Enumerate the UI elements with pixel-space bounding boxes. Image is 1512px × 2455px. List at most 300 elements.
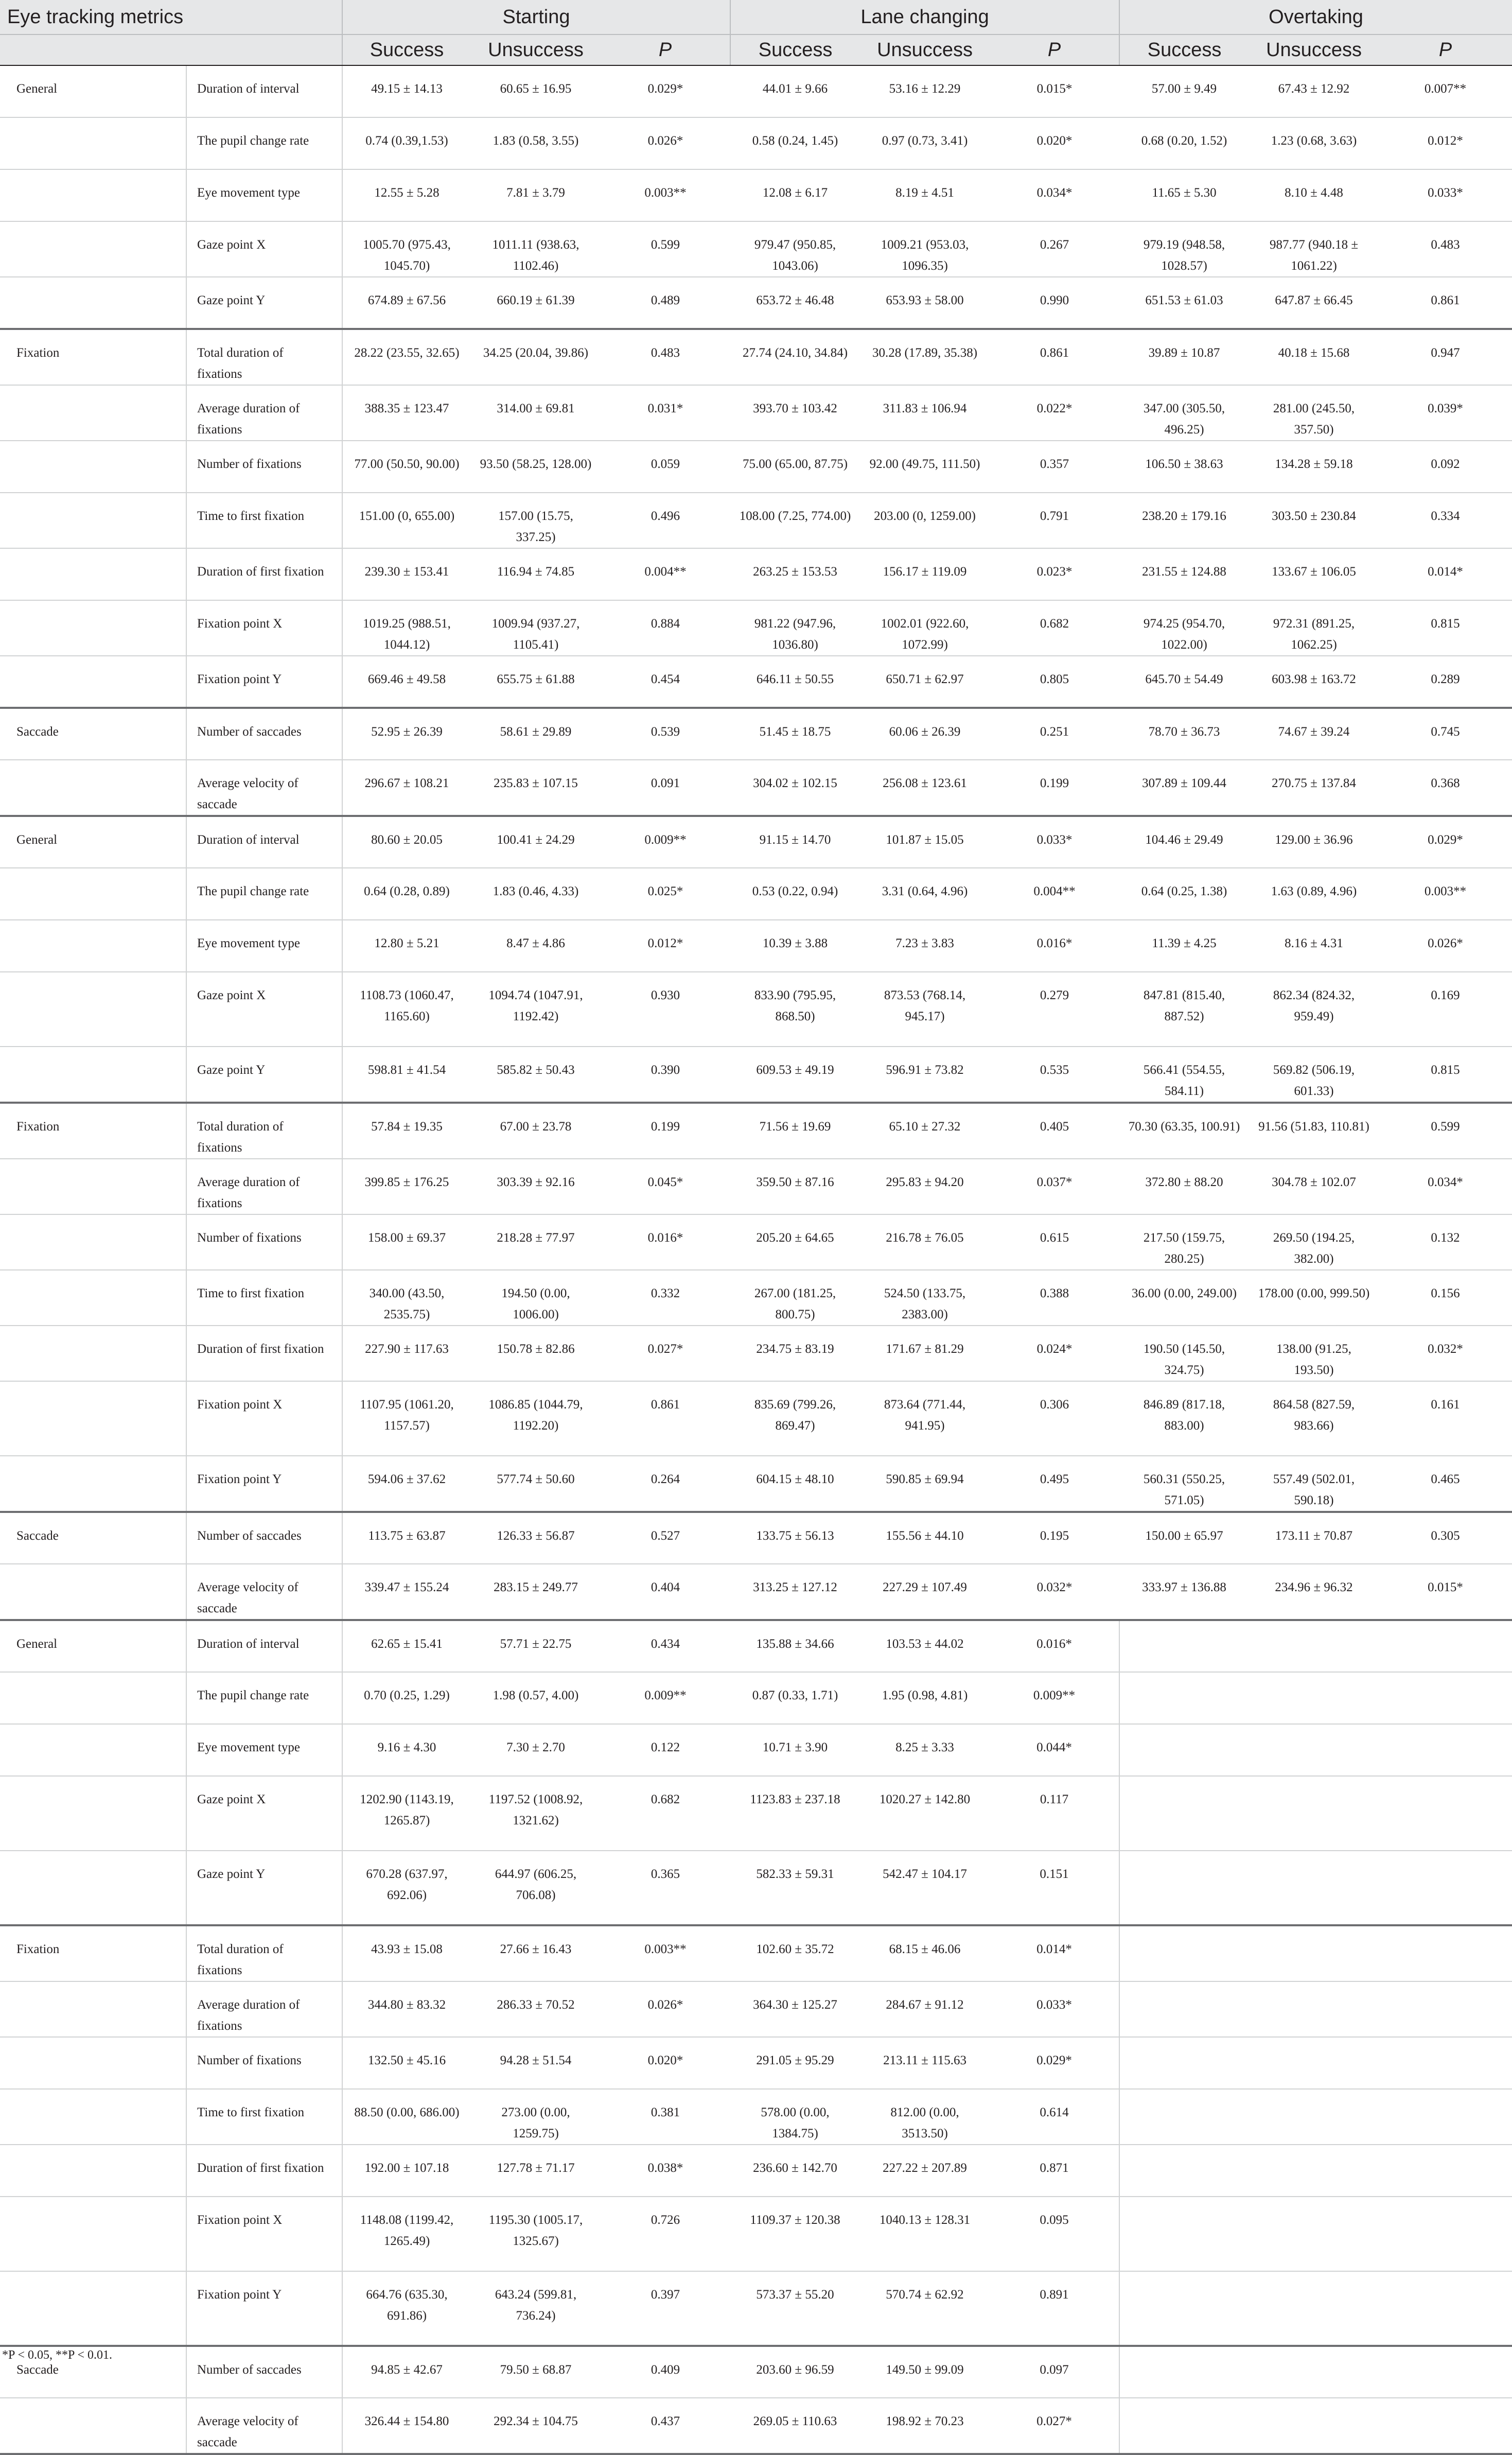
- starting-unsuccess-cell: 292.34 ± 104.75: [471, 2398, 601, 2454]
- starting-unsuccess-cell: 314.00 ± 69.81: [471, 385, 601, 441]
- overtaking-unsuccess-cell: [1249, 1724, 1379, 1776]
- lane-changing-success-cell: 833.90 (795.95, 868.50): [730, 972, 860, 1047]
- starting-p-cell: 0.026*: [601, 117, 730, 169]
- starting-success-cell: 1107.95 (1061.20, 1157.57): [342, 1381, 471, 1456]
- table-row: [0, 548, 1512, 600]
- metric-name-cell: Duration of interval: [186, 65, 342, 117]
- overtaking-unsuccess-cell: 862.34 (824.32, 959.49): [1249, 972, 1379, 1047]
- table-row: [0, 2037, 1512, 2089]
- table-row: [0, 1047, 1512, 1103]
- starting-p-cell: 0.004**: [601, 548, 730, 600]
- metric-name-cell: The pupil change rate: [186, 1672, 342, 1724]
- starting-success-cell: 326.44 ± 154.80: [342, 2398, 471, 2454]
- starting-p-cell: 0.726: [601, 2197, 730, 2271]
- starting-success-cell: 340.00 (43.50, 2535.75): [342, 1270, 471, 1326]
- lane-changing-unsuccess-cell: 873.53 (768.14, 945.17): [860, 972, 990, 1047]
- lane-changing-p-cell: 0.020*: [990, 117, 1119, 169]
- metric-name-cell: The pupil change rate: [186, 868, 342, 920]
- lane-changing-p-cell: 0.097: [990, 2346, 1119, 2398]
- overtaking-p-cell: [1379, 1981, 1512, 2037]
- starting-p-cell: 0.038*: [601, 2145, 730, 2197]
- table-row: [0, 169, 1512, 221]
- overtaking-success-cell: 11.39 ± 4.25: [1119, 920, 1249, 972]
- overtaking-unsuccess-cell: 234.96 ± 96.32: [1249, 1564, 1379, 1620]
- lane-changing-success-cell: 269.05 ± 110.63: [730, 2398, 860, 2454]
- subheader-p: P: [601, 34, 730, 65]
- lane-changing-p-cell: 0.029*: [990, 2037, 1119, 2089]
- starting-success-cell: 239.30 ± 153.41: [342, 548, 471, 600]
- overtaking-p-cell: 0.034*: [1379, 1159, 1512, 1214]
- starting-success-cell: 664.76 (635.30, 691.86): [342, 2271, 471, 2346]
- starting-success-cell: 388.35 ± 123.47: [342, 385, 471, 441]
- table-row: [0, 1159, 1512, 1214]
- lane-changing-success-cell: 0.87 (0.33, 1.71): [730, 1672, 860, 1724]
- lane-changing-unsuccess-cell: 1002.01 (922.60, 1072.99): [860, 600, 990, 656]
- overtaking-success-cell: 974.25 (954.70, 1022.00): [1119, 600, 1249, 656]
- starting-p-cell: 0.437: [601, 2398, 730, 2454]
- lane-changing-p-cell: 0.199: [990, 760, 1119, 816]
- overtaking-success-cell: 347.00 (305.50, 496.25): [1119, 385, 1249, 441]
- starting-unsuccess-cell: 303.39 ± 92.16: [471, 1159, 601, 1214]
- overtaking-p-cell: 0.026*: [1379, 920, 1512, 972]
- starting-unsuccess-cell: 1197.52 (1008.92, 1321.62): [471, 1776, 601, 1851]
- starting-p-cell: 0.009**: [601, 1672, 730, 1724]
- category-cell: [0, 2271, 186, 2346]
- overtaking-p-cell: 0.815: [1379, 1047, 1512, 1103]
- overtaking-unsuccess-cell: 91.56 (51.83, 110.81): [1249, 1103, 1379, 1159]
- starting-p-cell: 0.012*: [601, 920, 730, 972]
- overtaking-success-cell: 231.55 ± 124.88: [1119, 548, 1249, 600]
- metric-name-cell: Number of saccades: [186, 1512, 342, 1564]
- lane-changing-unsuccess-cell: 65.10 ± 27.32: [860, 1103, 990, 1159]
- starting-p-cell: 0.409: [601, 2346, 730, 2398]
- category-cell: [0, 920, 186, 972]
- lane-changing-p-cell: 0.861: [990, 329, 1119, 385]
- metric-name-cell: Time to first fixation: [186, 2089, 342, 2145]
- starting-unsuccess-cell: 127.78 ± 71.17: [471, 2145, 601, 2197]
- overtaking-success-cell: [1119, 1620, 1249, 1672]
- starting-success-cell: 43.93 ± 15.08: [342, 1925, 471, 1981]
- metric-name-cell: Number of fixations: [186, 441, 342, 493]
- lane-changing-p-cell: 0.495: [990, 1456, 1119, 1512]
- lane-changing-p-cell: 0.014*: [990, 1925, 1119, 1981]
- lane-changing-p-cell: 0.306: [990, 1381, 1119, 1456]
- starting-unsuccess-cell: 8.47 ± 4.86: [471, 920, 601, 972]
- table-row: [0, 441, 1512, 493]
- category-cell: Saccade: [0, 708, 186, 760]
- overtaking-success-cell: [1119, 2398, 1249, 2454]
- lane-changing-success-cell: 981.22 (947.96, 1036.80): [730, 600, 860, 656]
- lane-changing-success-cell: 135.88 ± 34.66: [730, 1620, 860, 1672]
- starting-success-cell: 192.00 ± 107.18: [342, 2145, 471, 2197]
- overtaking-unsuccess-cell: 269.50 (194.25, 382.00): [1249, 1214, 1379, 1270]
- metric-name-cell: Duration of first fixation: [186, 2145, 342, 2197]
- starting-unsuccess-cell: 100.41 ± 24.29: [471, 816, 601, 868]
- starting-success-cell: 296.67 ± 108.21: [342, 760, 471, 816]
- overtaking-success-cell: [1119, 1776, 1249, 1851]
- lane-changing-p-cell: 0.267: [990, 221, 1119, 277]
- category-cell: [0, 2197, 186, 2271]
- overtaking-unsuccess-cell: [1249, 1925, 1379, 1981]
- header-row-subheaders: [0, 34, 1512, 65]
- starting-success-cell: 669.46 ± 49.58: [342, 656, 471, 708]
- starting-success-cell: 113.75 ± 63.87: [342, 1512, 471, 1564]
- overtaking-p-cell: 0.947: [1379, 329, 1512, 385]
- overtaking-success-cell: 70.30 (63.35, 100.91): [1119, 1103, 1249, 1159]
- overtaking-success-cell: [1119, 1672, 1249, 1724]
- overtaking-success-cell: 560.31 (550.25, 571.05): [1119, 1456, 1249, 1512]
- starting-unsuccess-cell: 283.15 ± 249.77: [471, 1564, 601, 1620]
- starting-success-cell: 594.06 ± 37.62: [342, 1456, 471, 1512]
- lane-changing-unsuccess-cell: 92.00 (49.75, 111.50): [860, 441, 990, 493]
- overtaking-success-cell: [1119, 1851, 1249, 1925]
- metric-name-cell: Total duration of fixations: [186, 1925, 342, 1981]
- starting-p-cell: 0.059: [601, 441, 730, 493]
- category-cell: [0, 760, 186, 816]
- lane-changing-unsuccess-cell: 213.11 ± 115.63: [860, 2037, 990, 2089]
- starting-success-cell: 12.55 ± 5.28: [342, 169, 471, 221]
- lane-changing-unsuccess-cell: 101.87 ± 15.05: [860, 816, 990, 868]
- lane-changing-success-cell: 646.11 ± 50.55: [730, 656, 860, 708]
- category-cell: [0, 1851, 186, 1925]
- category-cell: [0, 1672, 186, 1724]
- overtaking-success-cell: 566.41 (554.55, 584.11): [1119, 1047, 1249, 1103]
- metric-name-cell: Total duration of fixations: [186, 1103, 342, 1159]
- overtaking-success-cell: 39.89 ± 10.87: [1119, 329, 1249, 385]
- lane-changing-success-cell: 359.50 ± 87.16: [730, 1159, 860, 1214]
- starting-unsuccess-cell: 644.97 (606.25, 706.08): [471, 1851, 601, 1925]
- table-row: [0, 2089, 1512, 2145]
- lane-changing-unsuccess-cell: 1040.13 ± 128.31: [860, 2197, 990, 2271]
- overtaking-success-cell: 190.50 (145.50, 324.75): [1119, 1326, 1249, 1381]
- lane-changing-success-cell: 1109.37 ± 120.38: [730, 2197, 860, 2271]
- metric-name-cell: Time to first fixation: [186, 1270, 342, 1326]
- lane-changing-unsuccess-cell: 227.29 ± 107.49: [860, 1564, 990, 1620]
- starting-unsuccess-cell: 157.00 (15.75, 337.25): [471, 493, 601, 548]
- starting-unsuccess-cell: 94.28 ± 51.54: [471, 2037, 601, 2089]
- lane-changing-success-cell: 1123.83 ± 237.18: [730, 1776, 860, 1851]
- lane-changing-p-cell: 0.357: [990, 441, 1119, 493]
- table-row: [0, 65, 1512, 117]
- table-row: [0, 1981, 1512, 2037]
- lane-changing-unsuccess-cell: 149.50 ± 99.09: [860, 2346, 990, 2398]
- overtaking-success-cell: 645.70 ± 54.49: [1119, 656, 1249, 708]
- starting-success-cell: 1005.70 (975.43, 1045.70): [342, 221, 471, 277]
- starting-p-cell: 0.199: [601, 1103, 730, 1159]
- lane-changing-p-cell: 0.251: [990, 708, 1119, 760]
- starting-success-cell: 132.50 ± 45.16: [342, 2037, 471, 2089]
- overtaking-unsuccess-cell: [1249, 1981, 1379, 2037]
- overtaking-p-cell: 0.483: [1379, 221, 1512, 277]
- metric-name-cell: Time to first fixation: [186, 493, 342, 548]
- starting-unsuccess-cell: 273.00 (0.00, 1259.75): [471, 2089, 601, 2145]
- starting-p-cell: 0.122: [601, 1724, 730, 1776]
- overtaking-p-cell: [1379, 1851, 1512, 1925]
- starting-unsuccess-cell: 1011.11 (938.63, 1102.46): [471, 221, 601, 277]
- table-row: [0, 385, 1512, 441]
- lane-changing-unsuccess-cell: 156.17 ± 119.09: [860, 548, 990, 600]
- lane-changing-unsuccess-cell: 216.78 ± 76.05: [860, 1214, 990, 1270]
- overtaking-p-cell: [1379, 2346, 1512, 2398]
- table-row: [0, 1724, 1512, 1776]
- category-cell: [0, 1724, 186, 1776]
- category-cell: [0, 441, 186, 493]
- category-cell: [0, 1456, 186, 1512]
- overtaking-unsuccess-cell: [1249, 1620, 1379, 1672]
- overtaking-success-cell: 979.19 (948.58, 1028.57): [1119, 221, 1249, 277]
- category-cell: [0, 1564, 186, 1620]
- lane-changing-p-cell: 0.535: [990, 1047, 1119, 1103]
- overtaking-success-cell: 238.20 ± 179.16: [1119, 493, 1249, 548]
- lane-changing-success-cell: 0.53 (0.22, 0.94): [730, 868, 860, 920]
- metric-name-cell: Fixation point X: [186, 2197, 342, 2271]
- overtaking-unsuccess-cell: 304.78 ± 102.07: [1249, 1159, 1379, 1214]
- lane-changing-unsuccess-cell: 256.08 ± 123.61: [860, 760, 990, 816]
- lane-changing-unsuccess-cell: 0.97 (0.73, 3.41): [860, 117, 990, 169]
- subheader-unsuccess: Unsuccess: [860, 34, 990, 65]
- table-row: [0, 868, 1512, 920]
- category-cell: [0, 385, 186, 441]
- lane-changing-success-cell: 203.60 ± 96.59: [730, 2346, 860, 2398]
- category-cell: [0, 972, 186, 1047]
- overtaking-p-cell: 0.015*: [1379, 1564, 1512, 1620]
- overtaking-success-cell: 11.65 ± 5.30: [1119, 169, 1249, 221]
- overtaking-p-cell: 0.032*: [1379, 1326, 1512, 1381]
- table-body: [0, 65, 1512, 2454]
- category-cell: [0, 1981, 186, 2037]
- table-row: [0, 493, 1512, 548]
- starting-p-cell: 0.020*: [601, 2037, 730, 2089]
- subheader-unsuccess: Unsuccess: [1249, 34, 1379, 65]
- starting-p-cell: 0.029*: [601, 65, 730, 117]
- overtaking-unsuccess-cell: 987.77 (940.18 ± 1061.22): [1249, 221, 1379, 277]
- overtaking-unsuccess-cell: [1249, 2398, 1379, 2454]
- header-group-starting: Starting: [342, 0, 730, 34]
- lane-changing-success-cell: 364.30 ± 125.27: [730, 1981, 860, 2037]
- starting-unsuccess-cell: 58.61 ± 29.89: [471, 708, 601, 760]
- lane-changing-p-cell: 0.009**: [990, 1672, 1119, 1724]
- category-cell: Saccade: [0, 1512, 186, 1564]
- starting-p-cell: 0.434: [601, 1620, 730, 1672]
- table-row: [0, 656, 1512, 708]
- category-cell: General: [0, 1620, 186, 1672]
- lane-changing-p-cell: 0.615: [990, 1214, 1119, 1270]
- starting-success-cell: 80.60 ± 20.05: [342, 816, 471, 868]
- overtaking-success-cell: [1119, 2346, 1249, 2398]
- table-row: [0, 277, 1512, 329]
- metric-name-cell: Gaze point X: [186, 1776, 342, 1851]
- overtaking-unsuccess-cell: 647.87 ± 66.45: [1249, 277, 1379, 329]
- lane-changing-unsuccess-cell: 60.06 ± 26.39: [860, 708, 990, 760]
- lane-changing-unsuccess-cell: 53.16 ± 12.29: [860, 65, 990, 117]
- starting-success-cell: 28.22 (23.55, 32.65): [342, 329, 471, 385]
- lane-changing-unsuccess-cell: 203.00 (0, 1259.00): [860, 493, 990, 548]
- lane-changing-unsuccess-cell: 1.95 (0.98, 4.81): [860, 1672, 990, 1724]
- starting-unsuccess-cell: 126.33 ± 56.87: [471, 1512, 601, 1564]
- metric-name-cell: Fixation point X: [186, 600, 342, 656]
- lane-changing-success-cell: 27.74 (24.10, 34.84): [730, 329, 860, 385]
- overtaking-p-cell: [1379, 1724, 1512, 1776]
- overtaking-p-cell: 0.599: [1379, 1103, 1512, 1159]
- lane-changing-unsuccess-cell: 155.56 ± 44.10: [860, 1512, 990, 1564]
- lane-changing-p-cell: 0.791: [990, 493, 1119, 548]
- starting-success-cell: 0.74 (0.39,1.53): [342, 117, 471, 169]
- overtaking-success-cell: 847.81 (815.40, 887.52): [1119, 972, 1249, 1047]
- overtaking-unsuccess-cell: [1249, 2346, 1379, 2398]
- lane-changing-success-cell: 51.45 ± 18.75: [730, 708, 860, 760]
- table-row: [0, 1672, 1512, 1724]
- category-cell: [0, 2037, 186, 2089]
- lane-changing-unsuccess-cell: 524.50 (133.75, 2383.00): [860, 1270, 990, 1326]
- table-row: [0, 1851, 1512, 1925]
- starting-unsuccess-cell: 1195.30 (1005.17, 1325.67): [471, 2197, 601, 2271]
- starting-unsuccess-cell: 34.25 (20.04, 39.86): [471, 329, 601, 385]
- lane-changing-p-cell: 0.033*: [990, 816, 1119, 868]
- starting-success-cell: 94.85 ± 42.67: [342, 2346, 471, 2398]
- metric-name-cell: Duration of first fixation: [186, 548, 342, 600]
- metric-name-cell: Gaze point X: [186, 972, 342, 1047]
- overtaking-unsuccess-cell: 569.82 (506.19, 601.33): [1249, 1047, 1379, 1103]
- lane-changing-p-cell: 0.614: [990, 2089, 1119, 2145]
- overtaking-unsuccess-cell: 8.10 ± 4.48: [1249, 169, 1379, 221]
- starting-p-cell: 0.091: [601, 760, 730, 816]
- header-blank: [0, 34, 342, 65]
- starting-unsuccess-cell: 150.78 ± 82.86: [471, 1326, 601, 1381]
- table-row: [0, 1925, 1512, 1981]
- starting-unsuccess-cell: 1009.94 (937.27, 1105.41): [471, 600, 601, 656]
- overtaking-unsuccess-cell: [1249, 2089, 1379, 2145]
- overtaking-unsuccess-cell: [1249, 1851, 1379, 1925]
- starting-unsuccess-cell: 7.30 ± 2.70: [471, 1724, 601, 1776]
- metric-name-cell: Duration of interval: [186, 1620, 342, 1672]
- category-cell: [0, 1776, 186, 1851]
- header-group-overtaking: Overtaking: [1119, 0, 1512, 34]
- metric-name-cell: Gaze point Y: [186, 1851, 342, 1925]
- lane-changing-success-cell: 267.00 (181.25, 800.75): [730, 1270, 860, 1326]
- starting-success-cell: 158.00 ± 69.37: [342, 1214, 471, 1270]
- lane-changing-unsuccess-cell: 227.22 ± 207.89: [860, 2145, 990, 2197]
- starting-success-cell: 399.85 ± 176.25: [342, 1159, 471, 1214]
- lane-changing-unsuccess-cell: 812.00 (0.00, 3513.50): [860, 2089, 990, 2145]
- overtaking-success-cell: 372.80 ± 88.20: [1119, 1159, 1249, 1214]
- metric-name-cell: Average duration of fixations: [186, 1159, 342, 1214]
- overtaking-success-cell: [1119, 1724, 1249, 1776]
- starting-p-cell: 0.682: [601, 1776, 730, 1851]
- starting-p-cell: 0.483: [601, 329, 730, 385]
- metric-name-cell: Number of fixations: [186, 2037, 342, 2089]
- starting-success-cell: 62.65 ± 15.41: [342, 1620, 471, 1672]
- table-row: [0, 2145, 1512, 2197]
- starting-p-cell: 0.454: [601, 656, 730, 708]
- lane-changing-p-cell: 0.016*: [990, 920, 1119, 972]
- lane-changing-unsuccess-cell: 103.53 ± 44.02: [860, 1620, 990, 1672]
- metric-name-cell: Eye movement type: [186, 1724, 342, 1776]
- overtaking-unsuccess-cell: 178.00 (0.00, 999.50): [1249, 1270, 1379, 1326]
- lane-changing-success-cell: 393.70 ± 103.42: [730, 385, 860, 441]
- table-footnote: *P < 0.05, **P < 0.01.: [2, 2348, 112, 2362]
- table-row: [0, 117, 1512, 169]
- starting-success-cell: 12.80 ± 5.21: [342, 920, 471, 972]
- category-cell: [0, 548, 186, 600]
- table-row: [0, 1512, 1512, 1564]
- category-cell: [0, 117, 186, 169]
- lane-changing-success-cell: 609.53 ± 49.19: [730, 1047, 860, 1103]
- table-header: [0, 0, 1512, 65]
- starting-unsuccess-cell: 93.50 (58.25, 128.00): [471, 441, 601, 493]
- overtaking-p-cell: 0.161: [1379, 1381, 1512, 1456]
- starting-p-cell: 0.003**: [601, 169, 730, 221]
- overtaking-p-cell: 0.368: [1379, 760, 1512, 816]
- starting-p-cell: 0.025*: [601, 868, 730, 920]
- overtaking-success-cell: 0.68 (0.20, 1.52): [1119, 117, 1249, 169]
- table-row: [0, 708, 1512, 760]
- starting-p-cell: 0.027*: [601, 1326, 730, 1381]
- overtaking-p-cell: 0.007**: [1379, 65, 1512, 117]
- lane-changing-success-cell: 75.00 (65.00, 87.75): [730, 441, 860, 493]
- overtaking-unsuccess-cell: 270.75 ± 137.84: [1249, 760, 1379, 816]
- lane-changing-unsuccess-cell: 171.67 ± 81.29: [860, 1326, 990, 1381]
- overtaking-unsuccess-cell: 557.49 (502.01, 590.18): [1249, 1456, 1379, 1512]
- overtaking-unsuccess-cell: 67.43 ± 12.92: [1249, 65, 1379, 117]
- lane-changing-p-cell: 0.682: [990, 600, 1119, 656]
- lane-changing-unsuccess-cell: 1020.27 ± 142.80: [860, 1776, 990, 1851]
- overtaking-p-cell: 0.745: [1379, 708, 1512, 760]
- lane-changing-success-cell: 234.75 ± 83.19: [730, 1326, 860, 1381]
- lane-changing-unsuccess-cell: 295.83 ± 94.20: [860, 1159, 990, 1214]
- starting-unsuccess-cell: 194.50 (0.00, 1006.00): [471, 1270, 601, 1326]
- starting-unsuccess-cell: 286.33 ± 70.52: [471, 1981, 601, 2037]
- starting-success-cell: 339.47 ± 155.24: [342, 1564, 471, 1620]
- table-row: [0, 1381, 1512, 1456]
- starting-unsuccess-cell: 57.71 ± 22.75: [471, 1620, 601, 1672]
- starting-unsuccess-cell: 60.65 ± 16.95: [471, 65, 601, 117]
- table-row: [0, 2346, 1512, 2398]
- metric-name-cell: Number of saccades: [186, 708, 342, 760]
- overtaking-p-cell: 0.815: [1379, 600, 1512, 656]
- lane-changing-unsuccess-cell: 570.74 ± 62.92: [860, 2271, 990, 2346]
- starting-unsuccess-cell: 660.19 ± 61.39: [471, 277, 601, 329]
- starting-p-cell: 0.539: [601, 708, 730, 760]
- starting-unsuccess-cell: 1.98 (0.57, 4.00): [471, 1672, 601, 1724]
- overtaking-unsuccess-cell: 303.50 ± 230.84: [1249, 493, 1379, 548]
- lane-changing-unsuccess-cell: 68.15 ± 46.06: [860, 1925, 990, 1981]
- starting-p-cell: 0.397: [601, 2271, 730, 2346]
- metric-name-cell: Total duration of fixations: [186, 329, 342, 385]
- metric-name-cell: Average velocity of saccade: [186, 2398, 342, 2454]
- lane-changing-success-cell: 91.15 ± 14.70: [730, 816, 860, 868]
- table-row: [0, 972, 1512, 1047]
- overtaking-unsuccess-cell: 603.98 ± 163.72: [1249, 656, 1379, 708]
- starting-success-cell: 598.81 ± 41.54: [342, 1047, 471, 1103]
- overtaking-unsuccess-cell: [1249, 2197, 1379, 2271]
- starting-p-cell: 0.031*: [601, 385, 730, 441]
- header-metric-label: Eye tracking metrics: [0, 0, 342, 34]
- starting-unsuccess-cell: 79.50 ± 68.87: [471, 2346, 601, 2398]
- lane-changing-success-cell: 979.47 (950.85, 1043.06): [730, 221, 860, 277]
- starting-unsuccess-cell: 7.81 ± 3.79: [471, 169, 601, 221]
- starting-success-cell: 49.15 ± 14.13: [342, 65, 471, 117]
- category-cell: Fixation: [0, 1103, 186, 1159]
- metric-name-cell: Average velocity of saccade: [186, 760, 342, 816]
- lane-changing-success-cell: 12.08 ± 6.17: [730, 169, 860, 221]
- overtaking-success-cell: 57.00 ± 9.49: [1119, 65, 1249, 117]
- overtaking-unsuccess-cell: 864.58 (827.59, 983.66): [1249, 1381, 1379, 1456]
- metric-name-cell: Duration of interval: [186, 816, 342, 868]
- category-cell: [0, 1270, 186, 1326]
- overtaking-unsuccess-cell: 138.00 (91.25, 193.50): [1249, 1326, 1379, 1381]
- category-cell: [0, 868, 186, 920]
- lane-changing-p-cell: 0.023*: [990, 548, 1119, 600]
